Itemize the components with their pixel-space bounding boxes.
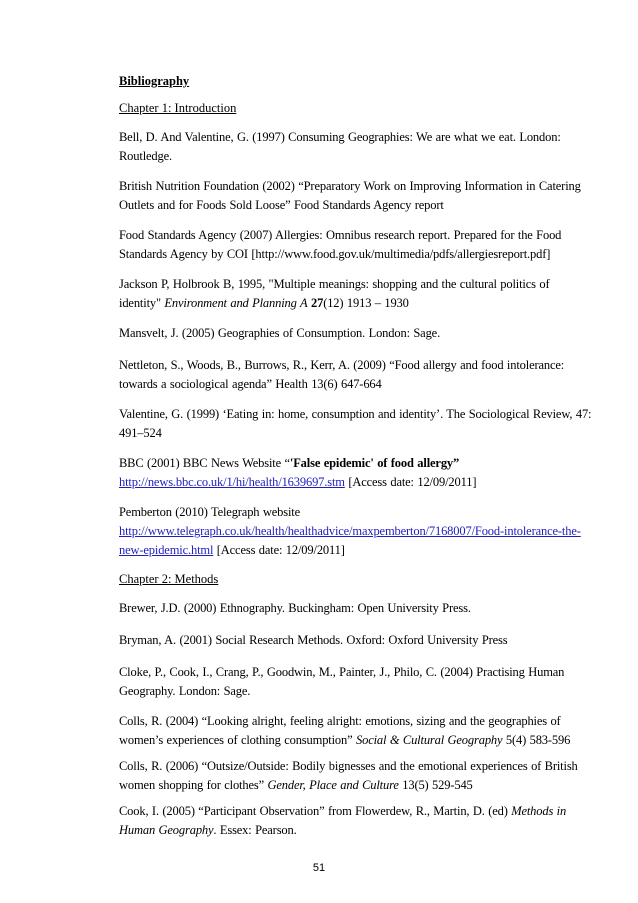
reference-text: . Essex: Pearson. (213, 823, 297, 837)
reference-bbc (119, 454, 593, 492)
reference-text: Colls, R. (2006) “Outsize/Outside: Bodily bignesses and the emotional experiences of British women shopping for clothes” (119, 759, 578, 792)
article-title: 'False epidemic' of food allergy” (289, 456, 460, 470)
chapter-1-heading: Chapter 1: Introduction (119, 101, 237, 115)
page-number: 51 (312, 862, 326, 874)
reference-colls-2004 (119, 712, 593, 750)
page-title: Bibliography (119, 74, 190, 88)
reference-brewer: Brewer, J.D. (2000) Ethnography. Buckingham: Open University Press. (119, 601, 471, 615)
reference-text: Cook, I. (2005) “Participant Observation” from Flowerdew, R., Martin, D. (ed) (119, 804, 512, 818)
reference-bnf: British Nutrition Foundation (2002) “Preparatory Work on Improving Information in Catering Outlets and for Foods Sold Loose” Food Standards Agency report (119, 179, 581, 212)
reference-cloke: Cloke, P., Cook, I., Crang, P., Goodwin, M., Painter, J., Philo, C. (2004) Practising Human Geography. London: Sage. (119, 665, 565, 698)
reference-bell: Bell, D. And Valentine, G. (1997) Consuming Geographies: We are what we eat. London: Routledge. (119, 130, 561, 163)
telegraph-link[interactable]: http://www.telegraph.co.uk/health/healthadvice/maxpemberton/7168007/Food-intolerance-the-new-epidemic.html (119, 524, 581, 557)
reference-fsa: Food Standards Agency (2007) Allergies: Omnibus research report. Prepared for the Food Standards Agency by COI [http://www.food.gov.uk/multimedia/pdfs/allergiesreport.pdf] (119, 228, 562, 261)
reference-text: BBC (2001) BBC News Website “ (119, 456, 290, 470)
access-date: [Access date: 12/09/2011] (344, 475, 477, 489)
reference-text: (12) 1913 – 1930 (323, 296, 409, 310)
reference-nettleton: Nettleton, S., Woods, B., Burrows, R., Kerr, A. (2009) “Food allergy and food intolerance: towards a sociological agenda” Health 13(6) 647-664 (119, 358, 565, 391)
reference-pemberton (119, 503, 593, 560)
volume-number: 27 (310, 296, 324, 310)
reference-bryman: Bryman, A. (2001) Social Research Methods. Oxford: Oxford University Press (119, 633, 508, 647)
reference-jackson (119, 275, 593, 313)
book-title: Methods in Human Geography (119, 804, 567, 837)
reference-mansvelt: Mansvelt, J. (2005) Geographies of Consumption. London: Sage. (119, 326, 441, 340)
journal-title: Gender, Place and Culture (267, 778, 399, 792)
reference-valentine: Valentine, G. (1999) ‘Eating in: home, consumption and identity’. The Sociological Review, 47: 491–524 (119, 407, 592, 440)
bbc-link[interactable]: http://news.bbc.co.uk/1/hi/health/1639697.stm (119, 475, 345, 489)
reference-text: Jackson P, Holbrook B, 1995, "Multiple meanings: shopping and the cultural politics of identity" (119, 277, 550, 310)
bibliography-content (119, 73, 593, 851)
journal-title: Environment and Planning A (164, 296, 308, 310)
access-date: [Access date: 12/09/2011] (213, 543, 345, 557)
reference-colls-2006 (119, 757, 593, 795)
journal-title: Social & Cultural Geography (356, 733, 503, 747)
reference-cook (119, 802, 593, 840)
reference-text: 13(5) 529-545 (398, 778, 473, 792)
reference-text: Colls, R. (2004) “Looking alright, feeling alright: emotions, sizing and the geographies of women’s experiences of clothing consumption” (119, 714, 561, 747)
chapter-2-heading: Chapter 2: Methods (119, 572, 219, 586)
reference-text: Pemberton (2010) Telegraph website (119, 505, 301, 519)
reference-text: 5(4) 583-596 (502, 733, 571, 747)
